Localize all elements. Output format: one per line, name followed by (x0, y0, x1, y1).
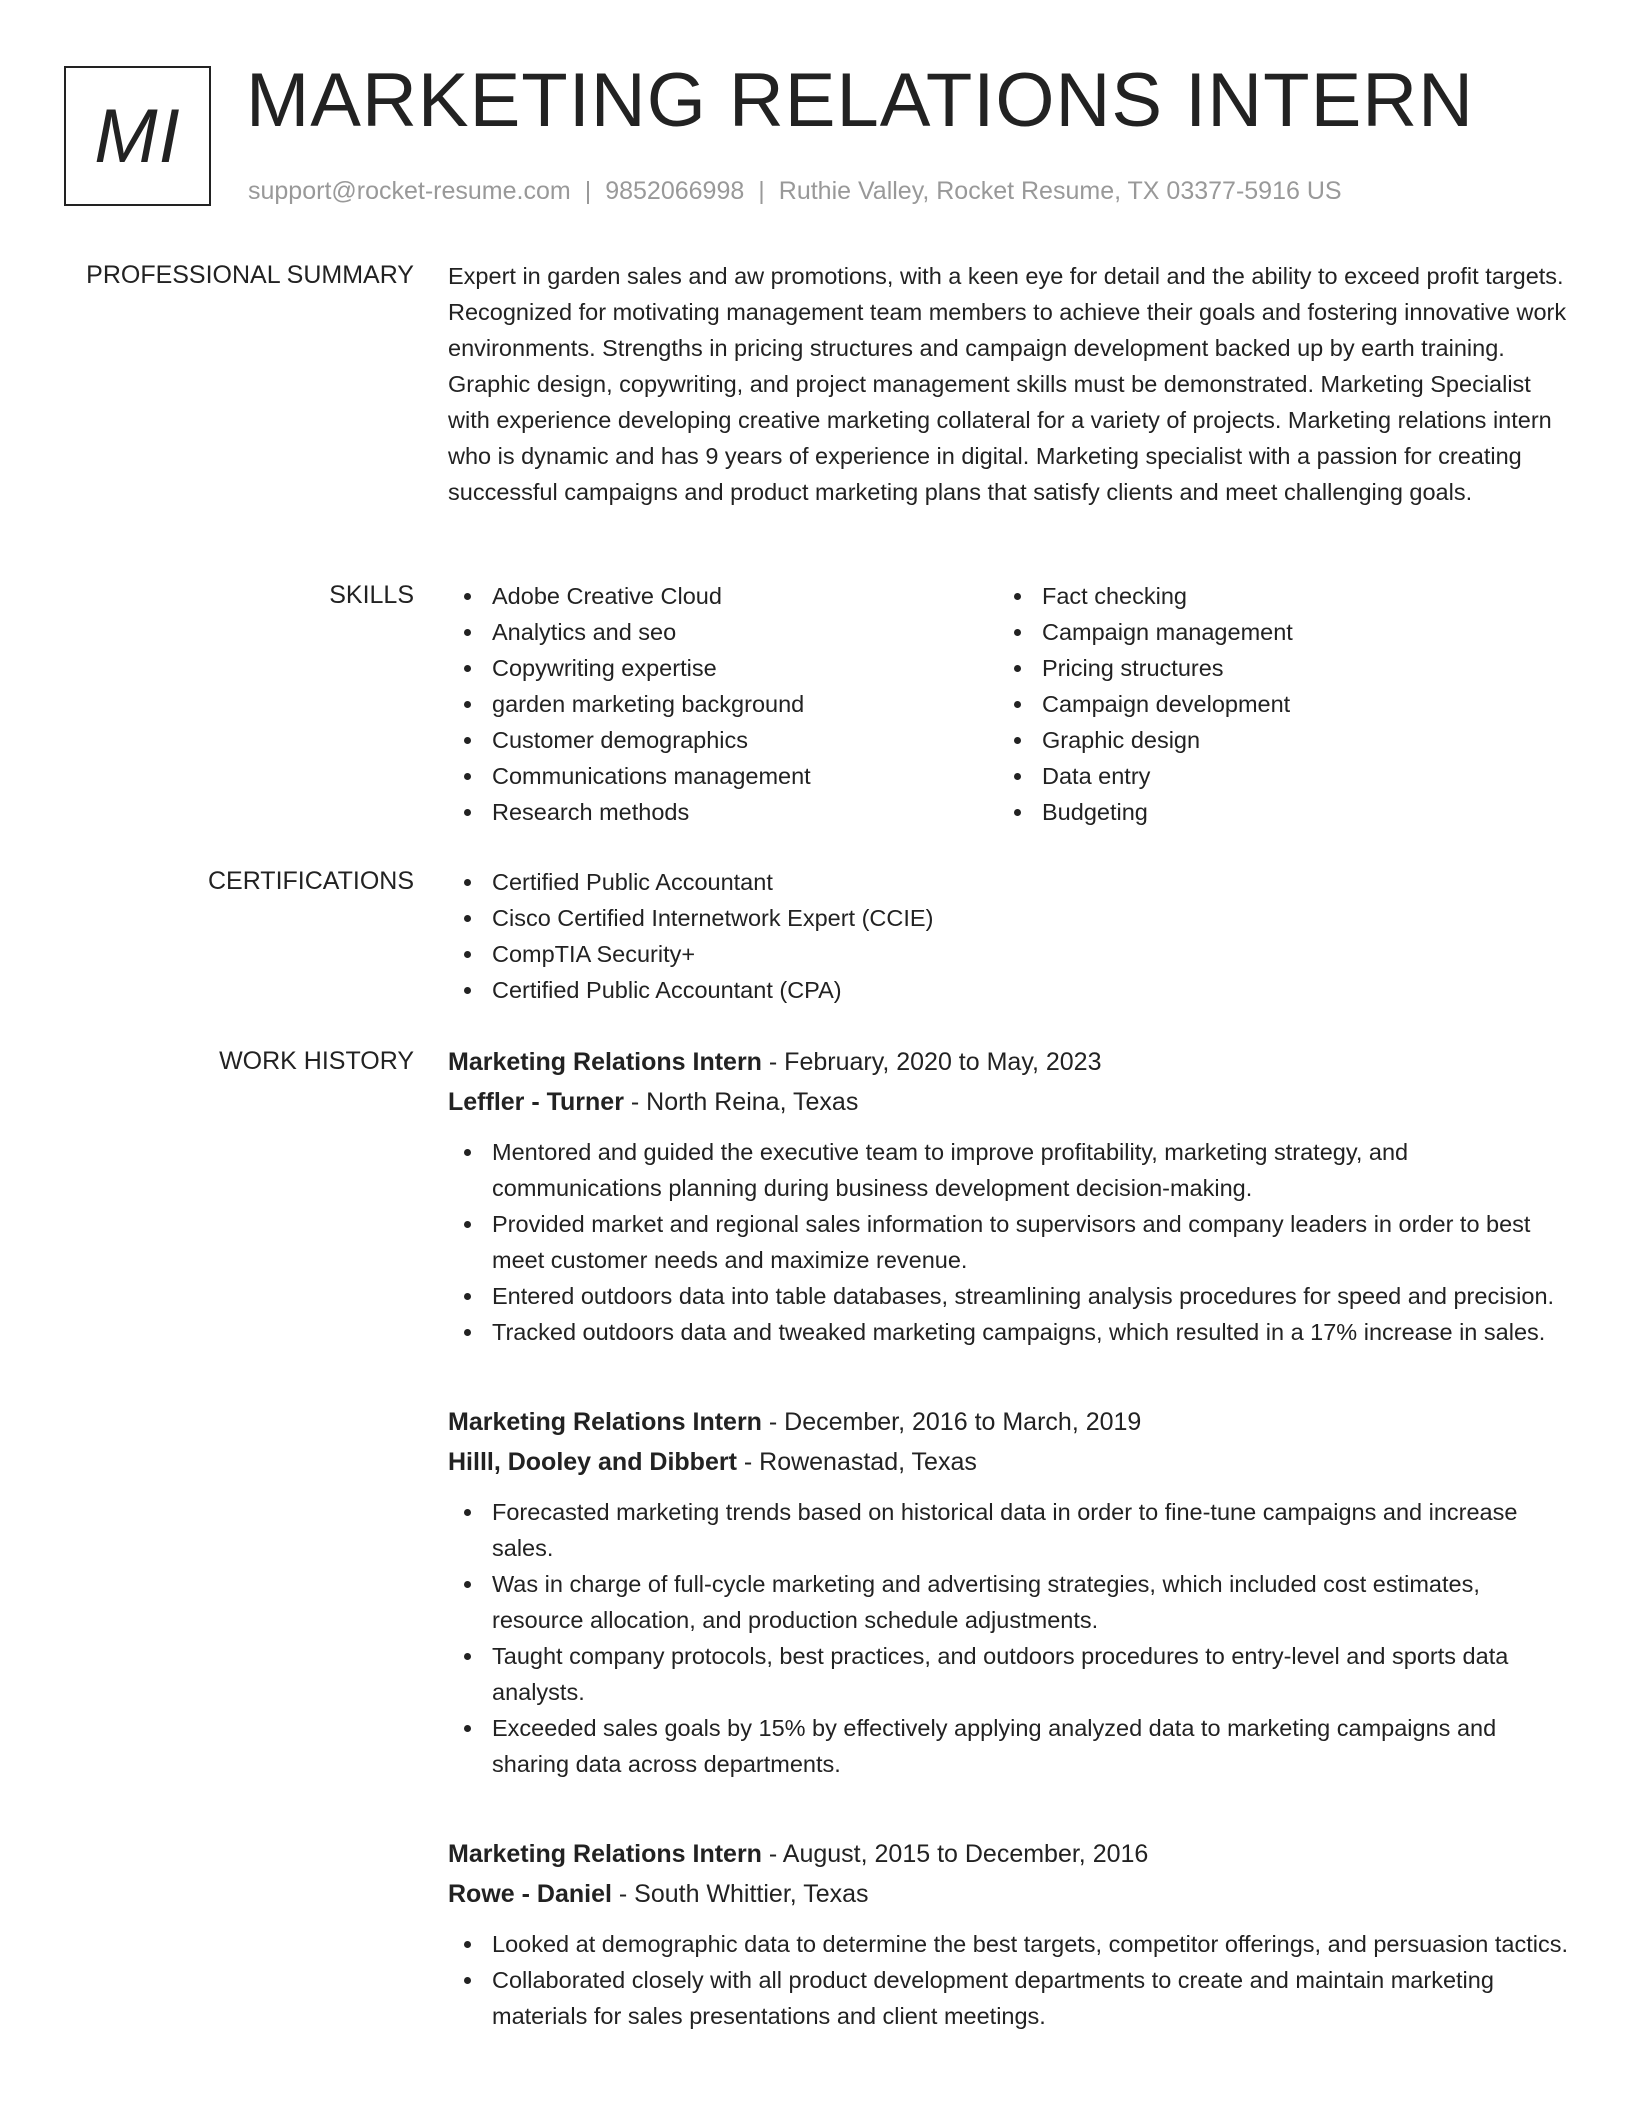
skill-item: Pricing structures (998, 650, 1548, 686)
certification-item: Certified Public Accountant (CPA) (448, 972, 1572, 1008)
skills-column-right (998, 578, 1548, 830)
certifications-heading: CERTIFICATIONS (207, 867, 414, 895)
job-bullet: Tracked outdoors data and tweaked marketing campaigns, which resulted in a 17% increase in sales. (448, 1314, 1572, 1350)
certifications-body (448, 864, 1572, 1008)
job-entry (448, 1834, 1572, 2034)
summary-text: Expert in garden sales and aw promotions, with a keen eye for detail and the ability to exceed profit targets. Recognized for motivating management team members to achieve their goals and fostering innovative work environments. Strengths in pricing structures and campaign development backed up by earth training. Graphic design, copywriting, and project management skills must be demonstrated. Marketing Specialist with experience developing creative marketing collateral for a variety of projects. Marketing relations intern who is dynamic and has 9 years of experience in digital. Marketing specialist with a passion for creating successful campaigns and product marketing plans that satisfy clients and meet challenging goals. (448, 263, 1567, 505)
job-company: Leffler - Turner (448, 1088, 624, 1116)
job-bullet: Looked at demographic data to determine the best targets, competitor offerings, and persuasion tactics. (448, 1926, 1572, 1962)
skill-item: Adobe Creative Cloud (448, 578, 998, 614)
job-company: Rowe - Daniel (448, 1880, 612, 1908)
monogram-logo: MI (64, 66, 211, 206)
certification-item: Certified Public Accountant (448, 864, 1572, 900)
skills-body (448, 578, 1572, 830)
work-history-heading: WORK HISTORY (219, 1047, 414, 1075)
job-company-line (448, 1442, 1572, 1482)
job-entry (448, 1402, 1572, 1782)
job-company-line (448, 1874, 1572, 1914)
contact-separator: | (584, 177, 592, 205)
job-dates: - February, 2020 to May, 2023 (761, 1048, 1102, 1076)
job-company: Hilll, Dooley and Dibbert (448, 1448, 737, 1476)
skill-item: Copywriting expertise (448, 650, 998, 686)
contact-email[interactable]: support@rocket-resume.com (248, 177, 571, 205)
job-title-line (448, 1834, 1572, 1874)
job-bullet: Taught company protocols, best practices, and outdoors procedures to entry-level and sports data analysts. (448, 1638, 1572, 1710)
skill-item: Data entry (998, 758, 1548, 794)
job-bullet: Forecasted marketing trends based on historical data in order to fine-tune campaigns and increase sales. (448, 1494, 1572, 1566)
skill-item: Customer demographics (448, 722, 998, 758)
skill-item: Communications management (448, 758, 998, 794)
job-bullet: Provided market and regional sales information to supervisors and company leaders in order to best meet customer needs and maximize revenue. (448, 1206, 1572, 1278)
skill-item: Research methods (448, 794, 998, 830)
skill-item: Budgeting (998, 794, 1548, 830)
job-company-line (448, 1082, 1572, 1122)
skill-item: Fact checking (998, 578, 1548, 614)
skills-column-left (448, 578, 998, 830)
certification-item: CompTIA Security+ (448, 936, 1572, 972)
contact-address: Ruthie Valley, Rocket Resume, TX 03377-5916 US (778, 177, 1342, 205)
skill-item: Graphic design (998, 722, 1548, 758)
skill-item: Analytics and seo (448, 614, 998, 650)
job-bullet: Was in charge of full-cycle marketing and advertising strategies, which included cost estimates, resource allocation, and production schedule adjustments. (448, 1566, 1572, 1638)
contact-phone[interactable]: 9852066998 (605, 177, 745, 205)
page-title: MARKETING RELATIONS INTERN (246, 58, 1475, 143)
job-bullet: Exceeded sales goals by 15% by effectively applying analyzed data to marketing campaigns and sharing data across departments. (448, 1710, 1572, 1782)
job-role: Marketing Relations Intern (448, 1048, 762, 1076)
summary-heading: PROFESSIONAL SUMMARY (86, 261, 414, 289)
skill-item: Campaign management (998, 614, 1548, 650)
skill-item: Campaign development (998, 686, 1548, 722)
work-history-body (448, 1042, 1572, 2034)
summary-body (448, 258, 1572, 510)
skill-item: garden marketing background (448, 686, 998, 722)
job-bullet: Mentored and guided the executive team to improve profitability, marketing strategy, and communications planning during business development decision-making. (448, 1134, 1572, 1206)
contact-separator: | (758, 177, 765, 205)
job-title-line (448, 1042, 1572, 1082)
job-role: Marketing Relations Intern (448, 1408, 762, 1436)
job-entry (448, 1042, 1572, 1350)
certification-item: Cisco Certified Internetwork Expert (CCIE) (448, 900, 1572, 936)
job-location: - North Reina, Texas (623, 1088, 859, 1116)
job-dates: - December, 2016 to March, 2019 (761, 1408, 1142, 1436)
job-bullet: Collaborated closely with all product development departments to create and maintain marketing materials for sales presentations and client meetings. (448, 1962, 1572, 2034)
skills-heading: SKILLS (329, 581, 414, 609)
contact-line (248, 174, 1342, 208)
job-role: Marketing Relations Intern (448, 1840, 762, 1868)
job-title-line (448, 1402, 1572, 1442)
job-dates: - August, 2015 to December, 2016 (761, 1840, 1149, 1868)
job-location: - South Whittier, Texas (611, 1880, 869, 1908)
job-location: - Rowenastad, Texas (736, 1448, 977, 1476)
job-bullet: Entered outdoors data into table databases, streamlining analysis procedures for speed and precision. (448, 1278, 1572, 1314)
